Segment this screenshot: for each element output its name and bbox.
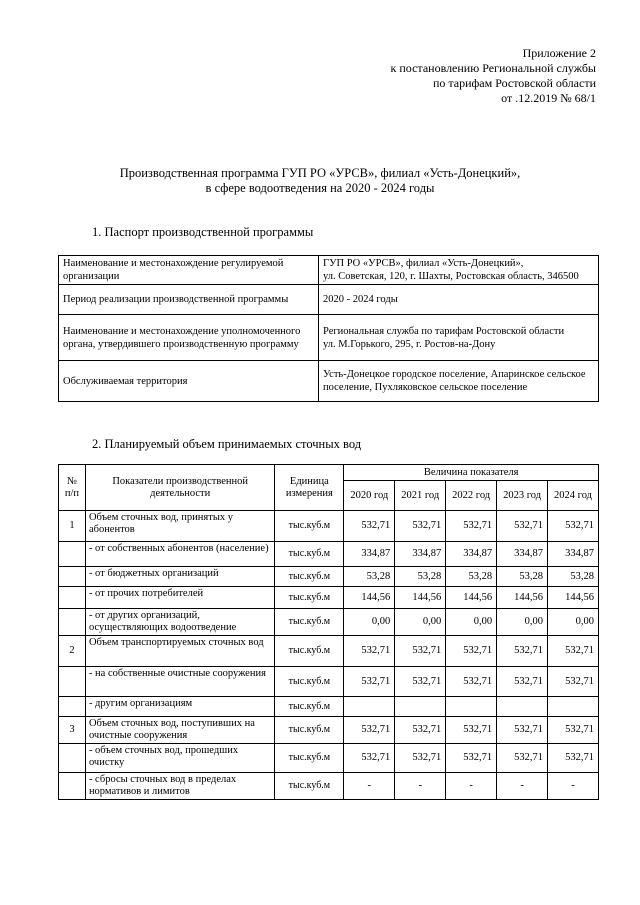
- col-header-year: 2022 год: [446, 481, 497, 511]
- table-row: [59, 667, 599, 697]
- table-row: [59, 609, 599, 636]
- passport-label: Наименование и местонахождение уполномоченного органа, утвердившего производственную программу: [59, 315, 319, 361]
- row-value: 532,71: [344, 717, 395, 744]
- volume-table-body: [59, 511, 599, 800]
- row-unit: тыс.куб.м: [275, 697, 344, 717]
- appendix-line: Приложение 2: [522, 46, 596, 60]
- row-unit: тыс.куб.м: [275, 636, 344, 667]
- row-value: 532,71: [344, 636, 395, 667]
- row-value: 0,00: [497, 609, 548, 636]
- row-value: 144,56: [548, 587, 599, 609]
- row-indicator: - объем сточных вод, прошедших очистку: [85, 744, 274, 773]
- col-header-num: № п/п: [59, 465, 86, 511]
- row-value: 532,71: [548, 744, 599, 773]
- table-row: [59, 511, 599, 542]
- row-value: 532,71: [446, 511, 497, 542]
- row-value: [548, 697, 599, 717]
- row-value: -: [344, 773, 395, 800]
- row-value: 532,71: [548, 511, 599, 542]
- row-value: 532,71: [344, 744, 395, 773]
- row-number: 2: [59, 636, 86, 667]
- row-unit: тыс.куб.м: [275, 587, 344, 609]
- row-value: 532,71: [395, 744, 446, 773]
- volume-table: [58, 464, 599, 800]
- row-value: 532,71: [344, 667, 395, 697]
- passport-row: [59, 361, 599, 402]
- row-number: [59, 744, 86, 773]
- row-unit: тыс.куб.м: [275, 667, 344, 697]
- row-number: [59, 542, 86, 567]
- title-line: в сфере водоотведения на 2020 - 2024 годы: [205, 181, 435, 195]
- row-number: [59, 567, 86, 587]
- row-value: 334,87: [395, 542, 446, 567]
- row-number: [59, 587, 86, 609]
- table-row: [59, 567, 599, 587]
- passport-value: Усть-Донецкое городское поселение, Апаринское сельское поселение, Пухляковское сельское поселение: [319, 361, 599, 402]
- row-value: 53,28: [395, 567, 446, 587]
- col-header-value: Величина показателя: [344, 465, 599, 481]
- passport-value-line: ГУП РО «УРСВ», филиал «Усть-Донецкий»,: [323, 258, 524, 269]
- title-line: Производственная программа ГУП РО «УРСВ», филиал «Усть-Донецкий»,: [119, 166, 521, 180]
- row-value: -: [446, 773, 497, 800]
- row-unit: тыс.куб.м: [275, 511, 344, 542]
- row-value: 334,87: [548, 542, 599, 567]
- section-heading-volume: 2. Планируемый объем принимаемых сточных вод: [92, 437, 362, 451]
- row-value: 0,00: [395, 609, 446, 636]
- passport-value-line: ул. М.Горького, 295, г. Ростов-на-Дону: [323, 338, 496, 350]
- row-value: 144,56: [446, 587, 497, 609]
- row-value: 144,56: [395, 587, 446, 609]
- appendix-line: по тарифам Ростовской области: [432, 76, 596, 90]
- passport-value: [319, 256, 599, 285]
- row-value: 532,71: [548, 717, 599, 744]
- row-number: [59, 697, 86, 717]
- row-value: 532,71: [395, 511, 446, 542]
- row-unit: тыс.куб.м: [275, 773, 344, 800]
- col-header-year: 2021 год: [395, 481, 446, 511]
- row-number: [59, 667, 86, 697]
- row-value: 532,71: [344, 511, 395, 542]
- row-number: [59, 609, 86, 636]
- passport-row: [59, 315, 599, 361]
- row-indicator: - от других организаций, осуществляющих водоотведение: [85, 609, 274, 636]
- row-unit: тыс.куб.м: [275, 609, 344, 636]
- row-indicator: - сбросы сточных вод в пределах нормативов и лимитов: [85, 773, 274, 800]
- row-value: -: [548, 773, 599, 800]
- passport-label: Период реализации производственной программы: [59, 285, 319, 315]
- row-value: 532,71: [395, 636, 446, 667]
- col-header-year: 2020 год: [344, 481, 395, 511]
- row-value: 532,71: [497, 636, 548, 667]
- table-row: [59, 542, 599, 567]
- row-value: 0,00: [446, 609, 497, 636]
- row-value: 334,87: [446, 542, 497, 567]
- row-value: 53,28: [548, 567, 599, 587]
- passport-row: [59, 256, 599, 285]
- appendix-line: от .12.2019 № 68/1: [501, 91, 596, 105]
- row-value: 532,71: [548, 667, 599, 697]
- passport-table: [58, 255, 599, 402]
- row-value: 532,71: [497, 744, 548, 773]
- row-value: 144,56: [497, 587, 548, 609]
- row-indicator: - от прочих потребителей: [85, 587, 274, 609]
- row-value: 53,28: [446, 567, 497, 587]
- row-value: [344, 697, 395, 717]
- row-value: 532,71: [497, 717, 548, 744]
- appendix-header: [391, 46, 596, 106]
- passport-value-line: Региональная служба по тарифам Ростовской области: [323, 325, 565, 337]
- row-value: 334,87: [344, 542, 395, 567]
- row-indicator: - на собственные очистные сооружения: [85, 667, 274, 697]
- row-indicator: Объем сточных вод, принятых у абонентов: [85, 511, 274, 542]
- row-value: 532,71: [548, 636, 599, 667]
- row-value: 0,00: [344, 609, 395, 636]
- row-value: [395, 697, 446, 717]
- row-value: 53,28: [497, 567, 548, 587]
- row-unit: тыс.куб.м: [275, 567, 344, 587]
- row-value: [497, 697, 548, 717]
- table-row: [59, 697, 599, 717]
- row-value: 532,71: [446, 667, 497, 697]
- passport-label: Наименование и местонахождение регулируемой организации: [59, 256, 319, 285]
- table-row: [59, 636, 599, 667]
- row-value: 532,71: [395, 667, 446, 697]
- passport-value: [319, 315, 599, 361]
- row-number: 3: [59, 717, 86, 744]
- row-value: 53,28: [344, 567, 395, 587]
- passport-value-line: 2020 - 2024 годы: [323, 294, 398, 305]
- row-value: 532,71: [497, 667, 548, 697]
- appendix-line: к постановлению Региональной службы: [390, 61, 596, 75]
- header-row: [59, 465, 599, 481]
- row-value: 532,71: [497, 511, 548, 542]
- row-value: -: [395, 773, 446, 800]
- row-indicator: Объем сточных вод, поступивших на очистные сооружения: [85, 717, 274, 744]
- row-number: 1: [59, 511, 86, 542]
- row-value: 144,56: [344, 587, 395, 609]
- row-indicator: - от собственных абонентов (население): [85, 542, 274, 567]
- col-header-unit: Единица измерения: [275, 465, 344, 511]
- row-value: 334,87: [497, 542, 548, 567]
- row-value: -: [497, 773, 548, 800]
- row-unit: тыс.куб.м: [275, 717, 344, 744]
- row-indicator: Объем транспортируемых сточных вод: [85, 636, 274, 667]
- table-row: [59, 744, 599, 773]
- row-indicator: - от бюджетных организаций: [85, 567, 274, 587]
- row-unit: тыс.куб.м: [275, 744, 344, 773]
- row-number: [59, 773, 86, 800]
- row-value: 532,71: [446, 636, 497, 667]
- row-value: 532,71: [446, 744, 497, 773]
- row-value: 0,00: [548, 609, 599, 636]
- row-value: 532,71: [395, 717, 446, 744]
- passport-row: [59, 285, 599, 315]
- passport-value-line: ул. Советская, 120, г. Шахты, Ростовская область, 346500: [323, 271, 579, 282]
- col-header-indicator: Показатели производственной деятельности: [85, 465, 274, 511]
- col-header-year: 2023 год: [497, 481, 548, 511]
- row-value: [446, 697, 497, 717]
- passport-value: [319, 285, 599, 315]
- row-indicator: - другим организациям: [85, 697, 274, 717]
- table-row: [59, 717, 599, 744]
- table-row: [59, 773, 599, 800]
- col-header-year: 2024 год: [548, 481, 599, 511]
- document-title: [0, 166, 640, 196]
- table-row: [59, 587, 599, 609]
- passport-label: Обслуживаемая территория: [59, 361, 319, 402]
- section-heading-passport: 1. Паспорт производственной программы: [92, 225, 314, 239]
- row-value: 532,71: [446, 717, 497, 744]
- row-unit: тыс.куб.м: [275, 542, 344, 567]
